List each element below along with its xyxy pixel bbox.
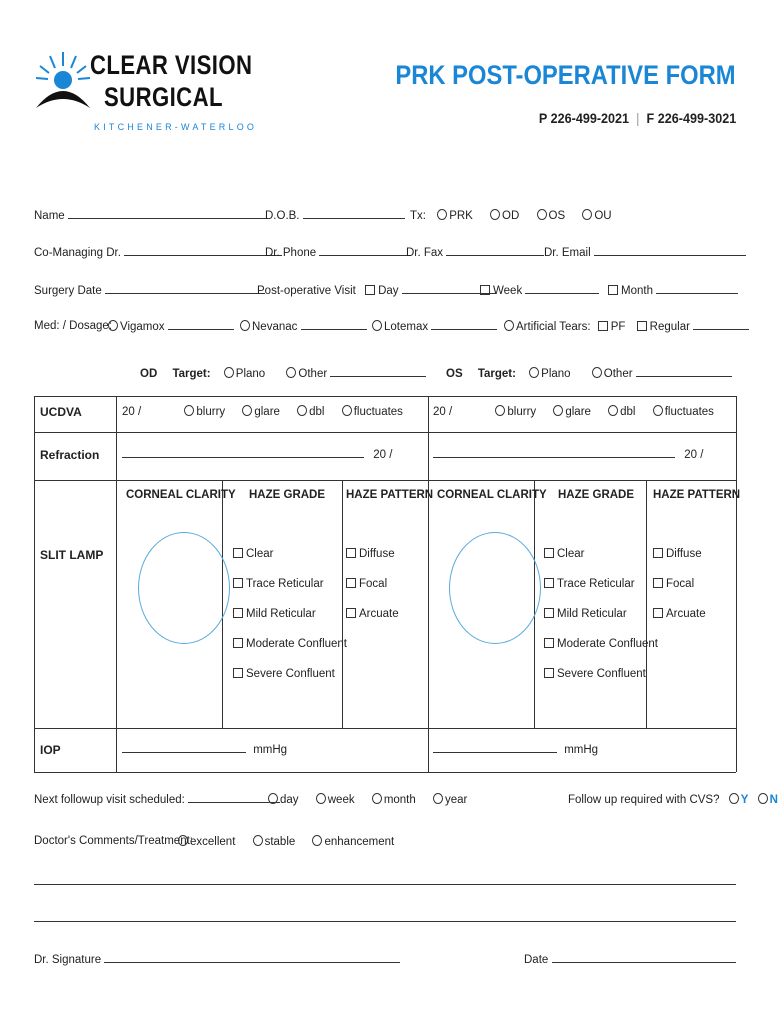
followup-options — [268, 793, 467, 806]
od-label: OD — [140, 368, 158, 380]
radio-circle-icon — [342, 405, 352, 416]
od-cornea-diagram[interactable] — [138, 532, 230, 644]
checkbox-icon — [233, 578, 243, 588]
visit-option-week[interactable]: Week — [480, 284, 599, 297]
surgery-date-field[interactable] — [105, 284, 265, 294]
radio-circle-icon — [490, 209, 500, 220]
os-refraction-field[interactable] — [433, 448, 675, 458]
os-grade-moderate[interactable]: Moderate Confluent — [544, 629, 658, 659]
od-ucdva-blurry[interactable]: blurry — [184, 406, 225, 418]
refraction-label: Refraction — [40, 448, 100, 462]
visit-week-field[interactable] — [525, 284, 599, 294]
followup-option-week[interactable]: week — [316, 794, 355, 806]
os-pattern-focal[interactable]: Focal — [653, 569, 706, 599]
visit-month-field[interactable] — [656, 284, 738, 294]
checkbox-icon — [544, 608, 554, 618]
radio-circle-icon — [582, 209, 592, 220]
surgery-date-label: Surgery Date — [34, 285, 102, 297]
os-iop-field[interactable] — [433, 743, 557, 753]
postop-visit-row — [257, 284, 496, 297]
comments-line-1[interactable] — [34, 884, 736, 885]
tx-option-od[interactable]: OD — [490, 210, 519, 222]
radio-circle-icon — [529, 367, 539, 378]
dr-phone-row — [265, 246, 411, 259]
slit-lamp-label: SLIT LAMP — [40, 548, 104, 562]
os-ucdva-fluctuates[interactable]: fluctuates — [653, 406, 714, 418]
os-pattern-diffuse[interactable]: Diffuse — [653, 539, 706, 569]
cvs-row — [568, 793, 778, 806]
checkbox-icon — [346, 548, 356, 558]
radio-circle-icon — [608, 405, 618, 416]
dob-field[interactable] — [303, 209, 405, 219]
od-haze-grade-list — [233, 539, 347, 689]
os-ucdva-glare[interactable]: glare — [553, 406, 591, 418]
od-pattern-arcuate[interactable]: Arcuate — [346, 599, 399, 629]
os-grade-clear[interactable]: Clear — [544, 539, 658, 569]
od-target-label: Target: — [172, 368, 211, 380]
dr-email-field[interactable] — [594, 246, 746, 256]
od-grade-moderate[interactable]: Moderate Confluent — [233, 629, 347, 659]
contact-separator: | — [635, 110, 640, 126]
os-label: OS — [446, 368, 463, 380]
signature-row — [34, 953, 400, 966]
date-row — [524, 953, 736, 966]
os-header-haze-grade: HAZE GRADE — [558, 489, 635, 501]
os-grade-severe[interactable]: Severe Confluent — [544, 659, 658, 689]
brand-line1: CLEAR VISION — [90, 50, 253, 80]
od-ucdva-glare[interactable]: glare — [242, 406, 280, 418]
cvs-label: Follow up required with CVS? — [568, 794, 720, 806]
med-option-nevanac[interactable]: Nevanac — [240, 320, 367, 333]
sunrise-logo-icon — [34, 46, 92, 112]
name-label: Name — [34, 210, 65, 222]
checkbox-icon — [598, 321, 608, 331]
checkbox-icon — [233, 638, 243, 648]
od-header-corneal-clarity: CORNEAL CLARITY — [126, 489, 236, 501]
name-row — [34, 209, 268, 222]
comments-label: Doctor's Comments/Treatment: — [34, 835, 193, 847]
od-grade-mild[interactable]: Mild Reticular — [233, 599, 347, 629]
radio-circle-icon — [653, 405, 663, 416]
med-label: Med: / Dosage: — [34, 320, 112, 332]
signature-label: Dr. Signature — [34, 954, 102, 966]
od-header-haze-pattern: HAZE PATTERN — [346, 489, 434, 501]
dr-phone-label: Dr. Phone — [265, 247, 317, 259]
os-iop-row — [433, 743, 598, 756]
tx-option-os[interactable]: OS — [537, 210, 566, 222]
comanaging-row — [34, 246, 282, 259]
dr-fax-field[interactable] — [446, 246, 544, 256]
tx-row — [410, 209, 612, 222]
signature-field[interactable] — [104, 953, 400, 963]
comanaging-label: Co-Managing Dr. — [34, 247, 121, 259]
os-target-row — [446, 367, 732, 380]
radio-circle-icon — [184, 405, 194, 416]
dr-fax-row — [406, 246, 544, 259]
od-grade-trace[interactable]: Trace Reticular — [233, 569, 347, 599]
followup-option-year[interactable]: year — [433, 794, 467, 806]
phone-number: P 226-499-2021 — [538, 110, 629, 126]
od-ucdva-prefix: 20 / — [122, 406, 142, 418]
od-target-plano[interactable]: Plano — [224, 368, 265, 380]
checkbox-icon — [608, 285, 618, 295]
radio-circle-icon — [495, 405, 505, 416]
os-target-other[interactable]: Other — [592, 368, 633, 380]
radio-circle-icon — [433, 793, 443, 804]
comanaging-field[interactable] — [124, 246, 282, 256]
radio-circle-icon — [537, 209, 547, 220]
next-followup-field[interactable] — [188, 793, 280, 803]
radio-circle-icon — [224, 367, 234, 378]
radio-circle-icon — [108, 320, 118, 331]
radio-circle-icon — [178, 835, 188, 846]
radio-circle-icon — [240, 320, 250, 331]
od-haze-pattern-list — [346, 539, 399, 629]
checkbox-icon — [346, 608, 356, 618]
radio-circle-icon — [372, 320, 382, 331]
od-grade-clear[interactable]: Clear — [233, 539, 347, 569]
comments-options — [178, 835, 394, 848]
radio-circle-icon — [504, 320, 514, 331]
os-iop-unit: mmHg — [564, 744, 599, 756]
form-title: PRK POST-OPERATIVE FORM — [395, 60, 736, 90]
od-ucdva-fluctuates[interactable]: fluctuates — [342, 406, 403, 418]
os-refraction-suffix: 20 / — [684, 449, 704, 461]
radio-circle-icon — [372, 793, 382, 804]
comment-option-enhancement[interactable]: enhancement — [312, 836, 394, 848]
os-grade-trace[interactable]: Trace Reticular — [544, 569, 658, 599]
od-ucdva-row — [122, 405, 403, 418]
checkbox-icon — [544, 638, 554, 648]
od-pattern-diffuse[interactable]: Diffuse — [346, 539, 399, 569]
tx-option-prk[interactable]: PRK — [437, 210, 473, 222]
surgery-date-row — [34, 284, 265, 297]
os-ucdva-row — [433, 405, 714, 418]
tx-label: Tx: — [410, 210, 426, 222]
cvs-option-yes[interactable]: Y — [729, 794, 749, 806]
dr-email-label: Dr. Email — [544, 247, 591, 259]
name-field[interactable] — [68, 209, 268, 219]
tx-option-ou[interactable]: OU — [582, 210, 611, 222]
visit-option-day[interactable]: Day — [365, 285, 398, 297]
med-option-lotemax[interactable]: Lotemax — [372, 320, 497, 333]
comment-option-stable[interactable]: stable — [253, 836, 296, 848]
regular-field[interactable] — [693, 320, 749, 330]
dr-phone-field[interactable] — [319, 246, 411, 256]
radio-circle-icon — [437, 209, 447, 220]
radio-circle-icon — [553, 405, 563, 416]
vigamox-field[interactable] — [168, 320, 234, 330]
comment-option-excellent[interactable]: excellent — [178, 836, 235, 848]
od-other-field[interactable] — [330, 367, 426, 377]
checkbox-icon — [480, 285, 490, 295]
od-pattern-focal[interactable]: Focal — [346, 569, 399, 599]
date-field[interactable] — [552, 953, 736, 963]
checkbox-icon — [544, 668, 554, 678]
os-other-field[interactable] — [636, 367, 732, 377]
od-target-row — [140, 367, 426, 380]
os-pattern-arcuate[interactable]: Arcuate — [653, 599, 706, 629]
checkbox-icon — [233, 548, 243, 558]
checkbox-icon — [233, 668, 243, 678]
followup-option-day[interactable]: day — [268, 794, 299, 806]
radio-circle-icon — [729, 793, 739, 804]
os-target-plano[interactable]: Plano — [529, 368, 570, 380]
od-refraction-field[interactable] — [122, 448, 364, 458]
checkbox-icon — [637, 321, 647, 331]
od-ucdva-dbl[interactable]: dbl — [297, 406, 324, 418]
brand-line2: SURGICAL — [104, 82, 223, 112]
od-iop-row — [122, 743, 287, 756]
dr-email-row — [544, 246, 746, 259]
os-header-corneal-clarity: CORNEAL CLARITY — [437, 489, 547, 501]
radio-circle-icon — [242, 405, 252, 416]
fax-number: F 226-499-3021 — [646, 110, 736, 126]
checkbox-icon — [544, 578, 554, 588]
followup-option-month[interactable]: month — [372, 794, 416, 806]
checkbox-icon — [365, 285, 375, 295]
checkbox-icon — [653, 578, 663, 588]
cvs-option-no[interactable]: N — [758, 794, 778, 806]
os-ucdva-prefix: 20 / — [433, 406, 453, 418]
radio-circle-icon — [268, 793, 278, 804]
os-haze-grade-list — [544, 539, 658, 689]
os-refraction-row — [433, 448, 703, 461]
checkbox-icon — [346, 578, 356, 588]
od-grade-severe[interactable]: Severe Confluent — [233, 659, 347, 689]
radio-circle-icon — [297, 405, 307, 416]
radio-circle-icon — [286, 367, 296, 378]
contact-info — [539, 110, 736, 126]
iop-label: IOP — [40, 743, 61, 757]
checkbox-icon — [653, 608, 663, 618]
dob-label: D.O.B. — [265, 210, 300, 222]
comments-line-2[interactable] — [34, 921, 736, 922]
next-followup-row — [34, 793, 280, 806]
dr-fax-label: Dr. Fax — [406, 247, 444, 259]
tears-option-pf[interactable]: PF — [598, 321, 626, 333]
od-iop-unit: mmHg — [253, 744, 288, 756]
od-refraction-suffix: 20 / — [373, 449, 393, 461]
os-header-haze-pattern: HAZE PATTERN — [653, 489, 741, 501]
brand-location: KITCHENER-WATERLOO — [94, 122, 258, 132]
os-grade-mild[interactable]: Mild Reticular — [544, 599, 658, 629]
checkbox-icon — [233, 608, 243, 618]
od-iop-field[interactable] — [122, 743, 246, 753]
os-cornea-diagram[interactable] — [449, 532, 541, 644]
od-header-haze-grade: HAZE GRADE — [249, 489, 326, 501]
lotemax-field[interactable] — [431, 320, 497, 330]
radio-circle-icon — [316, 793, 326, 804]
date-label: Date — [524, 954, 549, 966]
visit-option-month[interactable]: Month — [608, 284, 738, 297]
tears-option-regular[interactable]: Regular — [637, 321, 690, 333]
med-option-vigamox[interactable]: Vigamox — [108, 320, 234, 333]
radio-circle-icon — [253, 835, 263, 846]
os-ucdva-dbl[interactable]: dbl — [608, 406, 635, 418]
next-followup-label: Next followup visit scheduled: — [34, 794, 185, 806]
checkbox-icon — [653, 548, 663, 558]
postop-visit-label: Post-operative Visit — [257, 285, 356, 297]
od-refraction-row — [122, 448, 392, 461]
ucdva-label: UCDVA — [40, 405, 82, 419]
radio-circle-icon — [312, 835, 322, 846]
os-haze-pattern-list — [653, 539, 706, 629]
radio-circle-icon — [758, 793, 768, 804]
dob-row — [265, 209, 405, 222]
os-target-label: Target: — [477, 368, 516, 380]
radio-circle-icon — [592, 367, 602, 378]
med-option-artificial-tears[interactable]: Artificial Tears: PF Regular — [504, 320, 749, 333]
checkbox-icon — [544, 548, 554, 558]
od-target-other[interactable]: Other — [286, 368, 327, 380]
nevanac-field[interactable] — [301, 320, 367, 330]
os-ucdva-blurry[interactable]: blurry — [495, 406, 536, 418]
